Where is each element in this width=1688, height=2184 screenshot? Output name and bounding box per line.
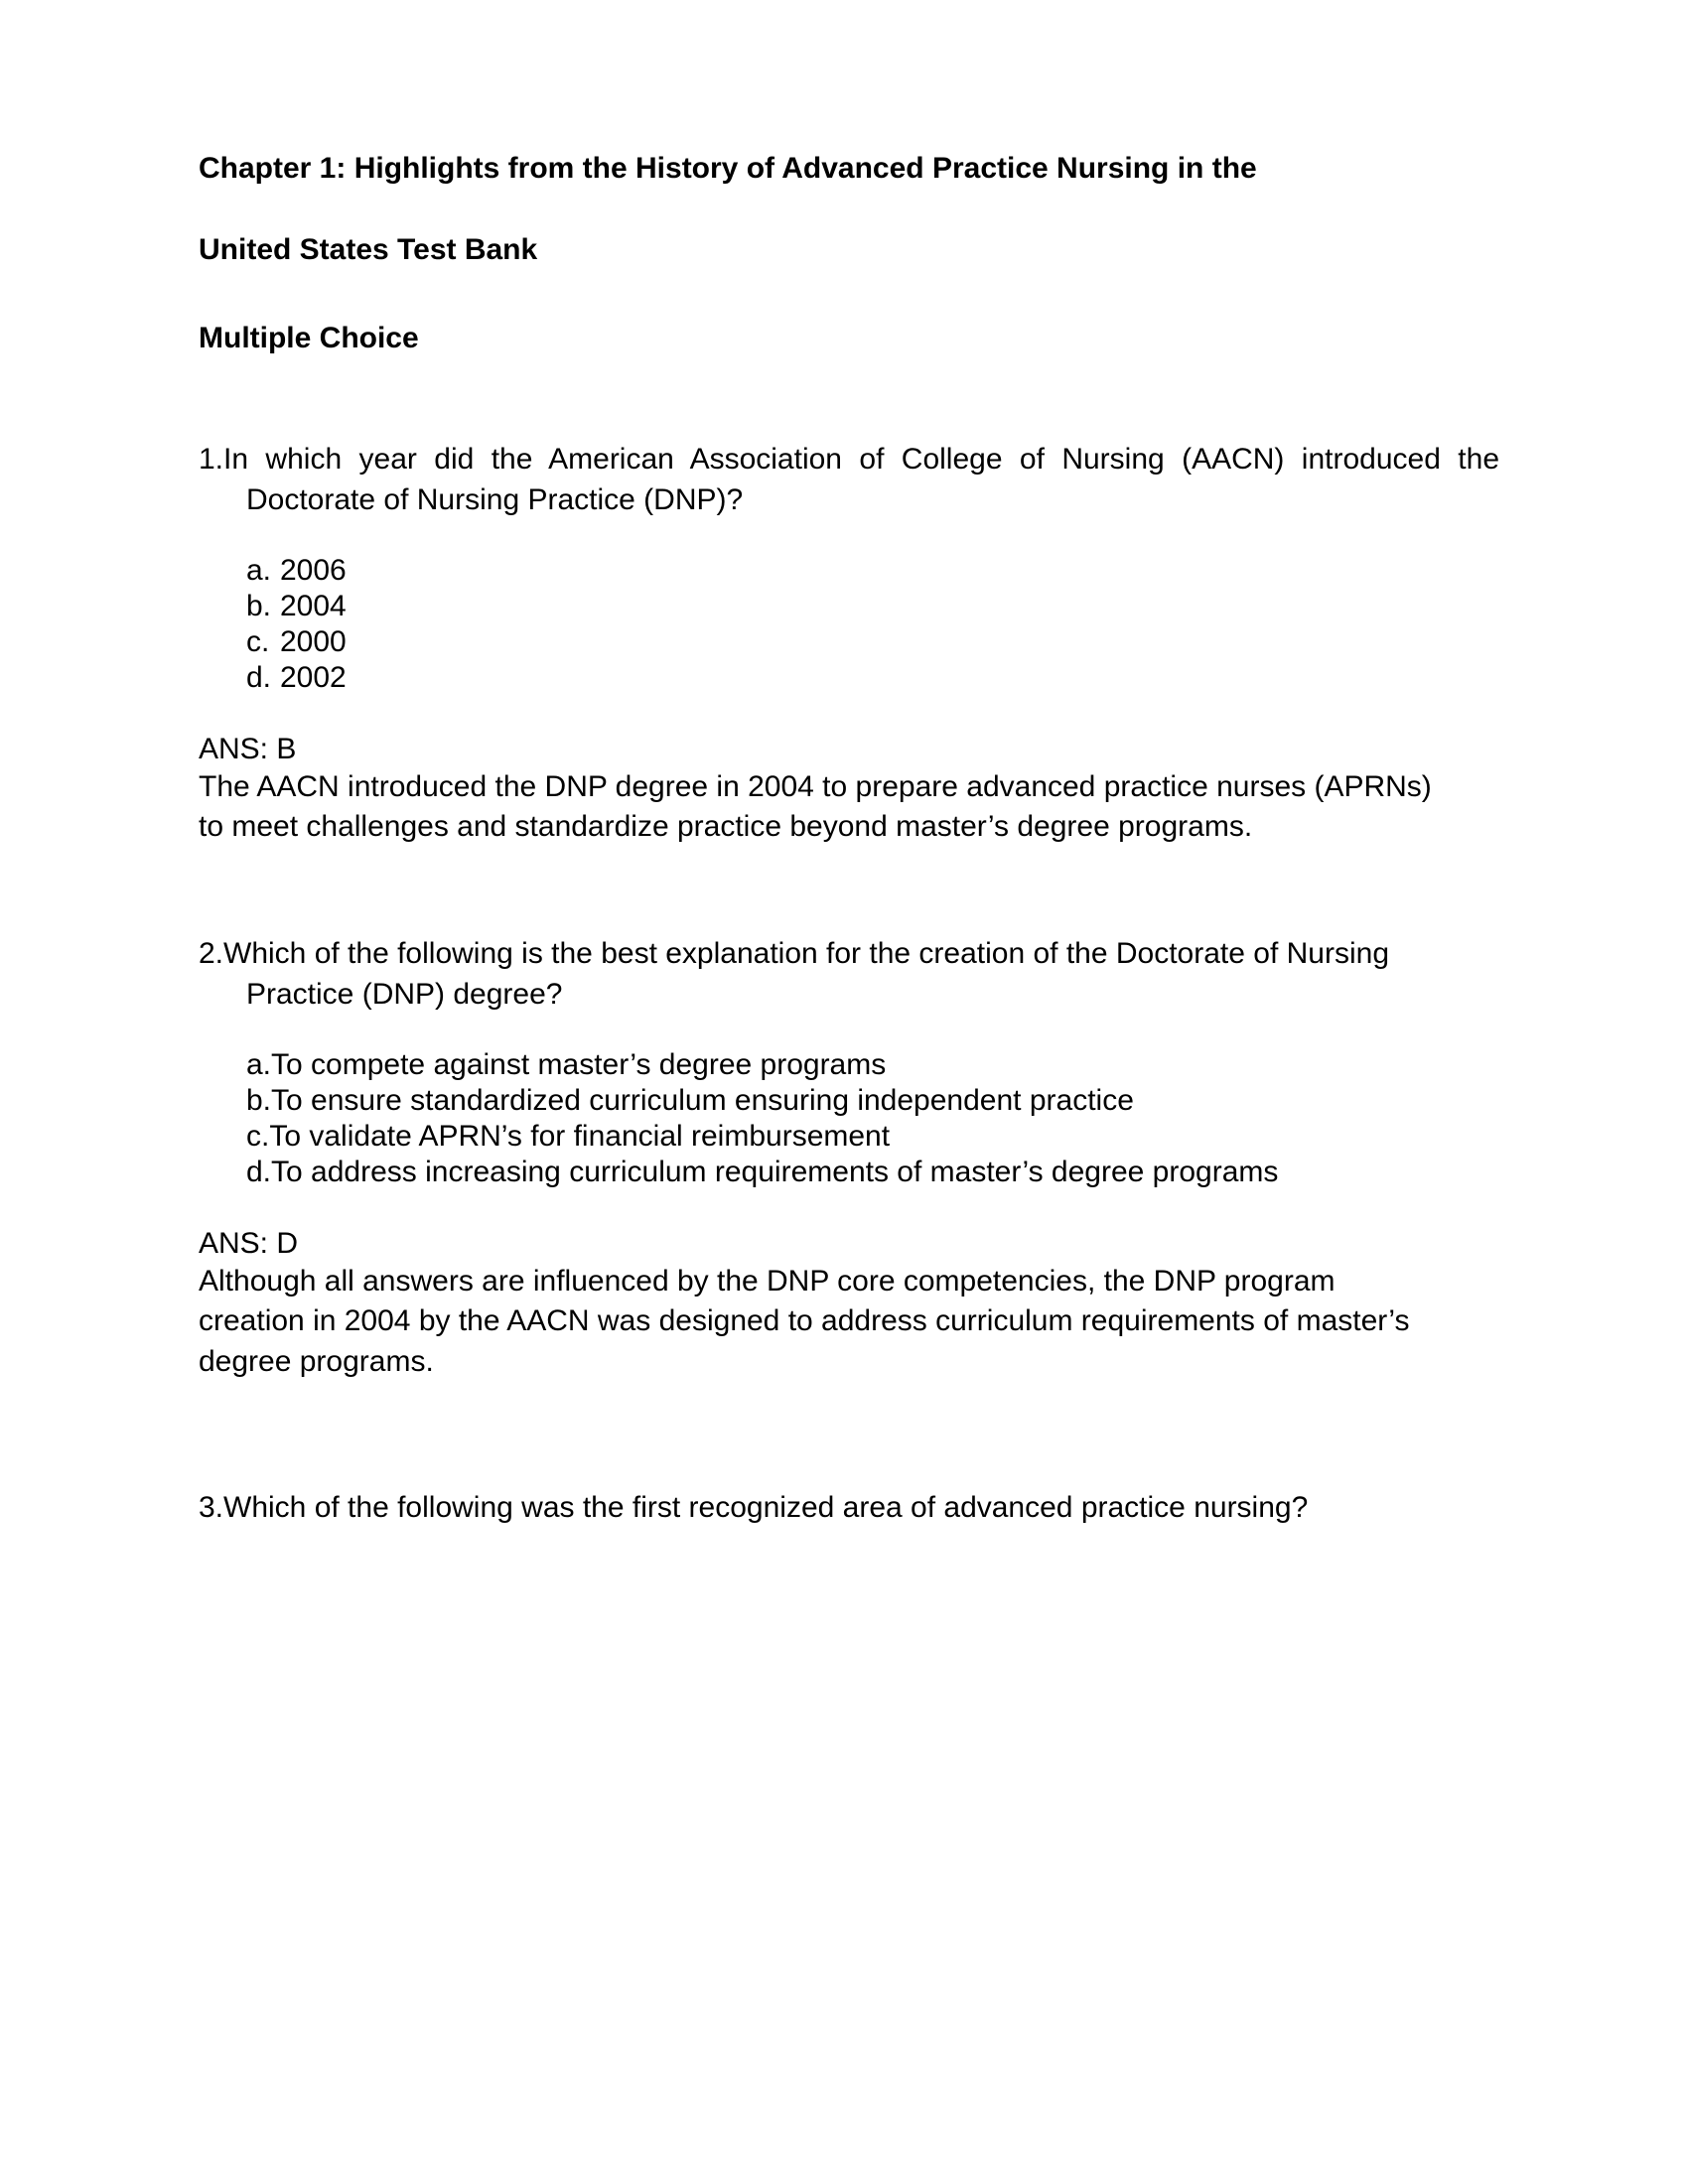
answer-block-1	[199, 696, 1499, 848]
option-1b[interactable]	[246, 589, 1499, 624]
question-text-2: 2.Which of the following is the best explanation for the creation of the Doctorate of Nursing Practice (DNP) degree?	[199, 936, 1390, 1012]
option-marker: c.	[246, 624, 270, 658]
option-label: To address increasing curriculum requirements of master’s degree programs	[271, 1155, 1279, 1188]
option-label: 2000	[280, 624, 347, 658]
question-block-3	[199, 1382, 1499, 1528]
page-title	[199, 154, 1499, 265]
question-block-1	[199, 353, 1499, 848]
spacer	[199, 848, 1499, 933]
document-body	[199, 154, 1499, 1528]
section-heading-multiple-choice: Multiple Choice	[199, 322, 419, 354]
options-list-1	[199, 521, 1499, 696]
answer-key-2: ANS: D	[199, 1226, 299, 1260]
page-title-line-1: Chapter 1: Highlights from the History of Advanced Practice Nursing in the	[199, 152, 1257, 185]
answer-key-1: ANS: B	[199, 732, 297, 765]
option-1c[interactable]	[246, 624, 1499, 660]
option-label: To compete against master’s degree programs	[271, 1047, 887, 1081]
question-text-1: 1.In which year did the American Association of College of Nursing (AACN) introduced the Doctorate of Nursing Practice (DNP)?	[199, 443, 1499, 517]
options-list-2	[199, 1016, 1499, 1190]
option-2a[interactable]	[246, 1047, 1499, 1083]
option-marker: b.	[246, 589, 272, 622]
option-1d[interactable]	[246, 660, 1499, 696]
page-title-line-2: United States Test Bank	[199, 233, 538, 266]
option-2d[interactable]	[246, 1155, 1499, 1190]
option-marker: d.	[246, 1155, 272, 1188]
question-block-2	[199, 848, 1499, 1382]
option-marker: a.	[246, 553, 272, 587]
option-marker: b.	[246, 1083, 272, 1117]
option-marker: a.	[246, 1047, 272, 1081]
spacer	[199, 353, 1499, 439]
option-2c[interactable]	[246, 1119, 1499, 1155]
option-1a[interactable]	[246, 553, 1499, 589]
option-marker: c.	[246, 1119, 270, 1153]
answer-rationale-2: Although all answers are influenced by the DNP core competencies, the DNP program creation in 2004 by the AACN was designed to address curriculum requirements of master’s degree programs.	[199, 1264, 1410, 1378]
option-label: 2004	[280, 589, 347, 622]
answer-rationale-1: The AACN introduced the DNP degree in 2004 to prepare advanced practice nurses (APRNs) to meet challenges and standardize practice beyond master’s degree programs.	[199, 769, 1432, 844]
option-label: 2006	[280, 553, 347, 587]
answer-block-2	[199, 1190, 1499, 1383]
option-label: 2002	[280, 660, 347, 694]
option-label: To validate APRN’s for financial reimbursement	[269, 1119, 891, 1153]
option-2b[interactable]	[246, 1083, 1499, 1119]
question-text-3: 3.Which of the following was the first recognized area of advanced practice nursing?	[199, 1491, 1309, 1525]
option-marker: d.	[246, 660, 272, 694]
spacer	[199, 1382, 1499, 1487]
option-label: To ensure standardized curriculum ensuring independent practice	[271, 1083, 1134, 1117]
